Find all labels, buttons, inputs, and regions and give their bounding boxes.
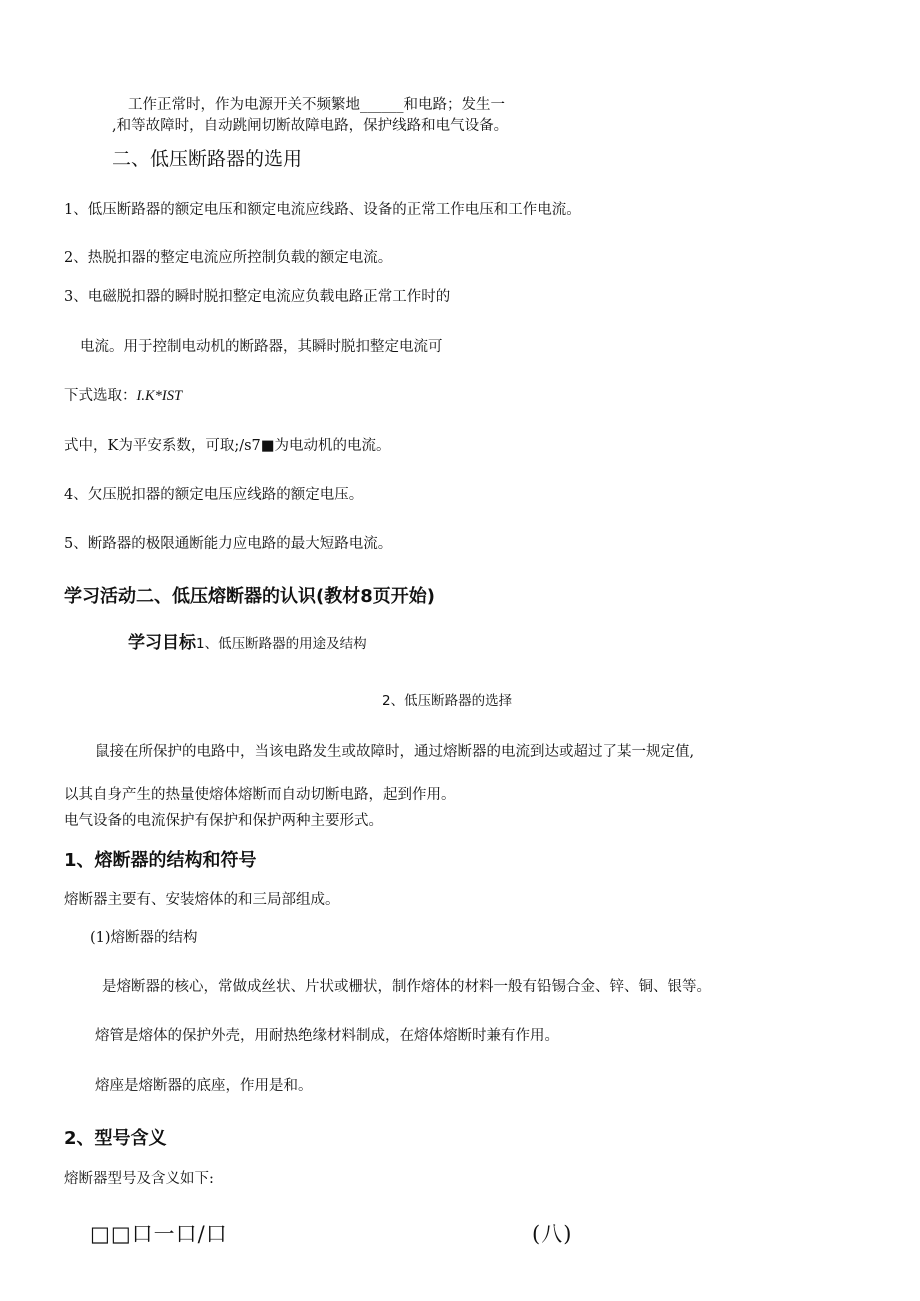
model-heading: 2、型号含义 [64,1128,167,1149]
structure-paragraph-3: 熔座是熔断器的底座，作用是和。 [95,1078,313,1094]
selection-item-5: 5、断路器的极限通断能力应电路的最大短路电流。 [64,536,393,552]
body-paragraph-3: 电气设备的电流保护有保护和保护两种主要形式。 [64,813,383,829]
goal-1: 1、低压断路器的用途及结构 [196,636,367,652]
fuse-symbol: (八) [532,1222,573,1246]
selection-item-4: 4、欠压脱扣器的额定电压应线路的额定电压。 [64,487,364,503]
structure-heading: 1、熔断器的结构和符号 [64,850,257,871]
formula-note: 式中，K为平安系数，可取;/s7■为电动机的电流。 [64,438,391,454]
selection-item-1: 1、低压断路器的额定电压和额定电流应线路、设备的正常工作电压和工作电流。 [64,202,581,218]
structure-paragraph-1: 是熔断器的核心，常做成丝状、片状或栅状，制作熔体的材料一般有铅锡合金、锌、铜、银等。 [102,979,711,995]
formula-line [64,386,182,406]
section-heading-selection: 二、低压断路器的选用 [112,148,303,170]
selection-item-3-continued: 电流。用于控制电动机的断路器，其瞬时脱扣整定电流可 [80,339,443,355]
structure-paragraph-2: 熔管是熔体的保护外壳，用耐热绝缘材料制成，在熔体熔断时兼有作用。 [95,1028,559,1044]
activity-heading: 学习活动二、低压熔断器的认识(教材8页开始) [64,586,435,607]
intro-line-2: ,和等故障时，自动跳闸切断故障电路，保护线路和电气设备。 [112,118,509,134]
model-code: □□口一口/口 [90,1222,228,1246]
selection-item-3: 3、电磁脱扣器的瞬时脱扣整定电流应负载电路正常工作时的 [64,289,451,305]
body-paragraph-1: 鼠接在所保护的电路中，当该电路发生或故障时，通过熔断器的电流到达或超过了某一规定值, [95,744,695,760]
structure-subheading: (1)熔断器的结构 [90,930,198,946]
selection-item-2: 2、热脱扣器的整定电流应所控制负载的额定电流。 [64,250,393,266]
learning-goals [128,633,367,654]
formula-prefix: 下式选取： [64,388,137,404]
goal-2: 2、低压断路器的选择 [382,693,513,709]
body-paragraph-2: 以其自身产生的热量使熔体熔断而自动切断电路，起到作用。 [64,787,456,803]
structure-intro: 熔断器主要有、安装熔体的和三局部组成。 [64,892,340,908]
model-intro: 熔断器型号及含义如下: [64,1171,214,1187]
goal-label: 学习目标 [128,633,196,653]
intro-line-1: 工作正常时，作为电源开关不频繁地______和电路；发生一 [128,97,505,113]
formula-expression: I.K*IST [136,388,183,404]
